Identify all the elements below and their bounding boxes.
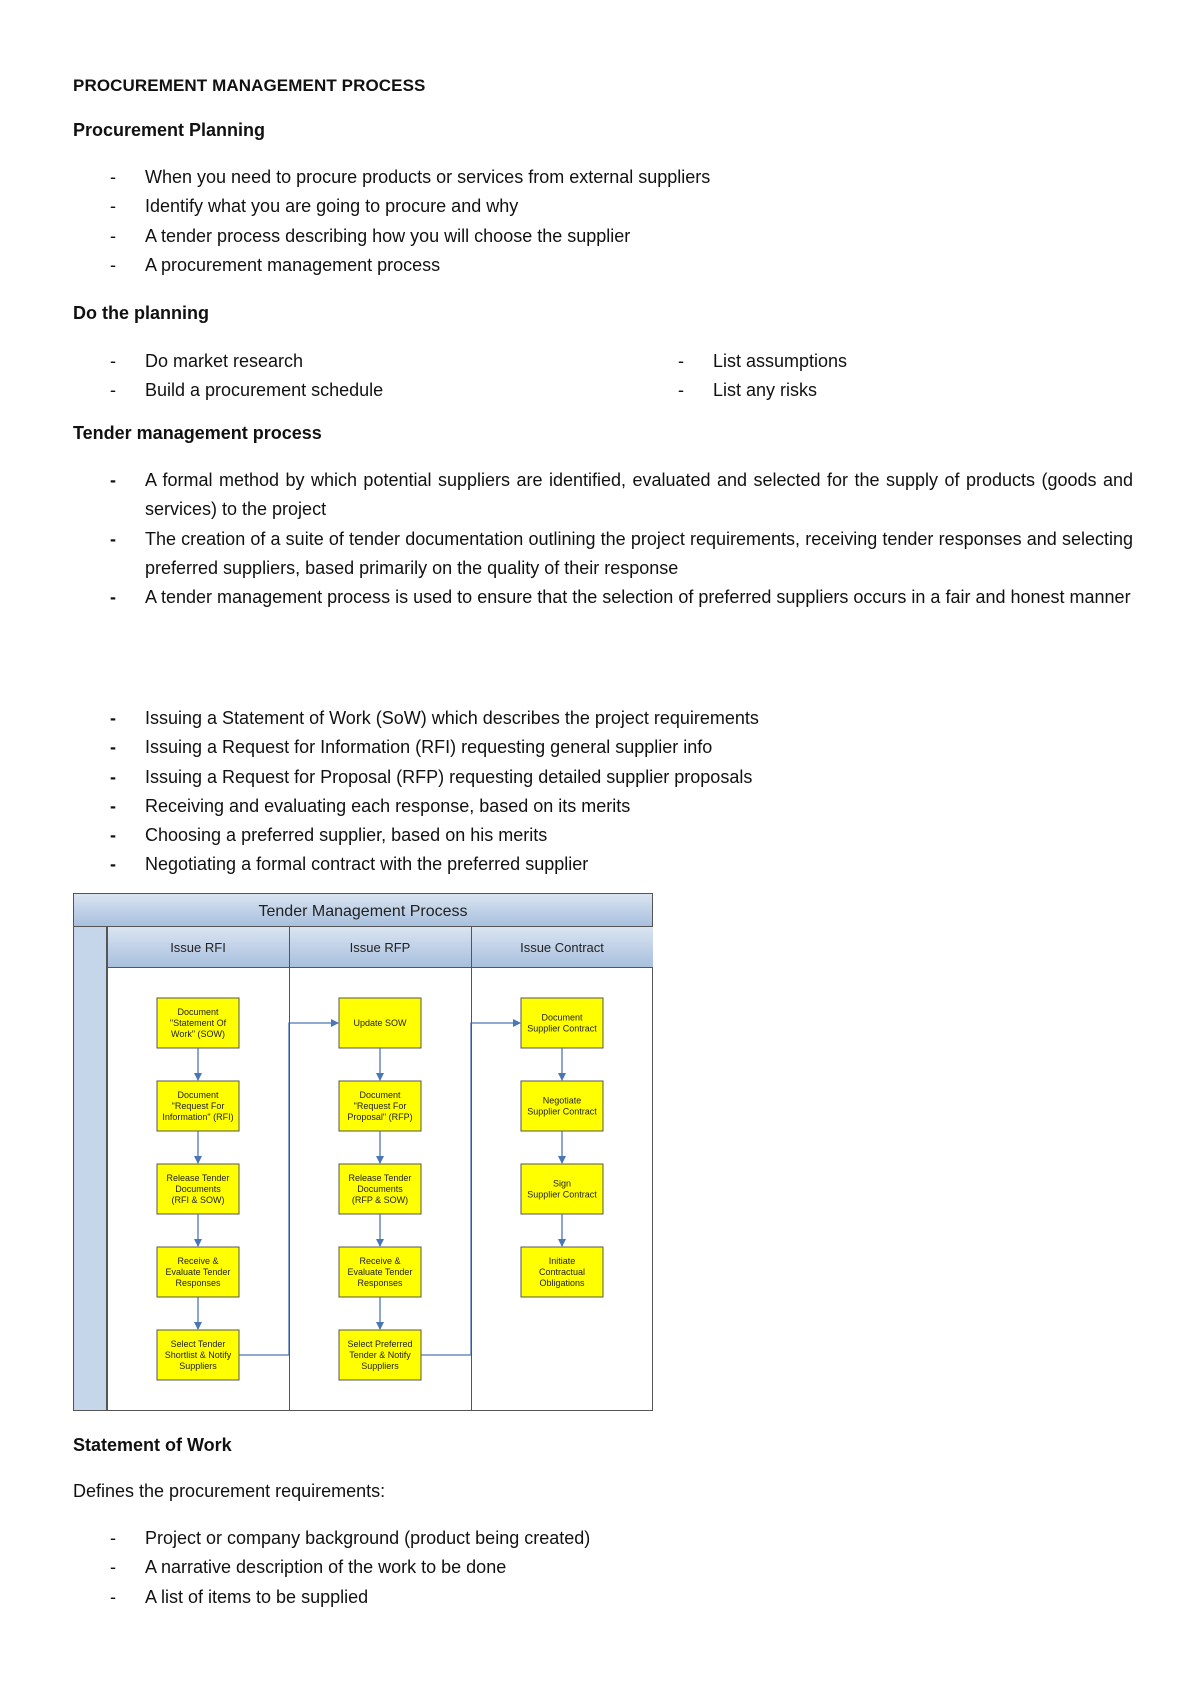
process-box-label: Sign	[552, 1178, 572, 1189]
list-item: - A tender process describing how you will choose the supplier	[110, 225, 631, 246]
section-heading-do-the-planning: Do the planning	[73, 303, 209, 323]
statement-of-work-intro: Defines the procurement requirements:	[73, 1481, 386, 1501]
process-box-label: Work" (SOW)	[170, 1029, 226, 1039]
process-box-label: Negotiate	[542, 1095, 582, 1106]
process-box-label: Document	[541, 1012, 583, 1023]
section-heading-procurement-planning: Procurement Planning	[73, 120, 266, 140]
process-box-label: Release Tender	[166, 1173, 230, 1183]
list-item: - Do market research	[110, 351, 304, 371]
list-item: - Issuing a Statement of Work (SoW) which describes the project requirements	[110, 708, 759, 728]
process-box-label: Update SOW	[353, 1018, 407, 1028]
process-box-label: Document	[359, 1090, 401, 1100]
process-box-label: "Request For	[353, 1101, 407, 1111]
page-title: PROCUREMENT MANAGEMENT PROCESS	[73, 76, 426, 95]
do-the-planning-left-list	[73, 347, 633, 406]
list-item: - Project or company background (product being created)	[110, 1528, 591, 1548]
list-item: - Receiving and evaluating each response, based on its merits	[110, 795, 631, 816]
process-box-label: (RFP & SOW)	[351, 1195, 409, 1205]
diagram-title: Tender Management Process	[258, 903, 468, 920]
procurement-planning-list	[73, 163, 1133, 280]
list-item: - A procurement management process	[110, 254, 441, 275]
process-box-label: Obligations	[539, 1278, 585, 1288]
list-item: - Build a procurement schedule	[110, 380, 384, 401]
tender-management-diagram	[73, 893, 653, 1411]
process-box-label: Document	[177, 1090, 219, 1100]
swimlane-header-label: Issue RFI	[170, 940, 226, 955]
list-item: - The creation of a suite of tender documentation outlining the project requirements, receiving tender responses and selecting preferred suppliers, based primarily on the quality of their response	[110, 528, 1133, 578]
list-item: - List assumptions	[678, 351, 848, 371]
swimlane-header-label: Issue RFP	[349, 940, 411, 955]
tender-steps-list	[73, 704, 1133, 880]
process-box-label: Supplier Contract	[527, 1023, 597, 1034]
process-box-label: Documents	[357, 1184, 403, 1194]
list-item: - A list of items to be supplied	[110, 1586, 369, 1607]
swimlane-header-label: Issue Contract	[520, 940, 604, 955]
tender-management-list	[73, 466, 1133, 612]
process-box-label: Information" (RFI)	[162, 1112, 234, 1122]
process-box-label: "Request For	[171, 1101, 225, 1111]
section-heading-statement-of-work: Statement of Work	[73, 1435, 232, 1455]
process-box-label: Tender & Notify	[349, 1350, 411, 1360]
process-box-label: Evaluate Tender	[347, 1267, 413, 1277]
process-box-label: Documents	[175, 1184, 221, 1194]
list-item: - Choosing a preferred supplier, based on his merits	[110, 825, 548, 846]
process-box-label: Proposal" (RFP)	[347, 1112, 413, 1122]
diagram-left-bar	[74, 927, 107, 1411]
process-box-label: Release Tender	[348, 1173, 412, 1183]
process-box-label: Initiate	[548, 1256, 576, 1266]
process-box-label: Responses	[357, 1278, 403, 1288]
do-the-planning-right-list	[641, 347, 1141, 406]
list-item: - Negotiating a formal contract with the preferred supplier	[110, 854, 589, 875]
process-box-label: (RFI & SOW)	[171, 1195, 225, 1205]
list-item: - Issuing a Request for Information (RFI) requesting general supplier info	[110, 737, 713, 758]
process-box-label: "Statement Of	[169, 1018, 227, 1028]
process-box-label: Select Preferred	[347, 1339, 413, 1349]
process-box-label: Receive &	[177, 1256, 219, 1266]
list-item: - When you need to procure products or services from external suppliers	[110, 167, 711, 187]
process-box-label: Supplier Contract	[527, 1106, 597, 1117]
process-box-label: Suppliers	[179, 1361, 217, 1371]
statement-of-work-list	[73, 1524, 1133, 1612]
list-item: - List any risks	[678, 380, 818, 401]
process-box-label: Contractual	[538, 1267, 586, 1277]
tender-management-flowchart	[73, 893, 653, 1411]
list-item: - Identify what you are going to procure and why	[110, 196, 519, 217]
process-box-label: Suppliers	[361, 1361, 399, 1371]
list-item: - A narrative description of the work to be done	[110, 1557, 507, 1578]
process-box-label: Receive &	[359, 1256, 401, 1266]
list-item: - Issuing a Request for Proposal (RFP) requesting detailed supplier proposals	[110, 766, 753, 787]
process-box-label: Supplier Contract	[527, 1189, 597, 1200]
list-item: - A tender management process is used to ensure that the selection of preferred suppliers occurs in a fair and honest manner	[110, 587, 1131, 608]
process-box-label: Document	[177, 1007, 219, 1017]
list-item: - A formal method by which potential suppliers are identified, evaluated and selected for the supply of products (goods and services) to the project	[110, 470, 1133, 520]
process-box-label: Shortlist & Notify	[164, 1350, 232, 1360]
section-heading-tender-management: Tender management process	[73, 423, 322, 443]
process-box-label: Select Tender	[170, 1339, 226, 1349]
process-box-label: Responses	[175, 1278, 221, 1288]
process-box-label: Evaluate Tender	[165, 1267, 231, 1277]
